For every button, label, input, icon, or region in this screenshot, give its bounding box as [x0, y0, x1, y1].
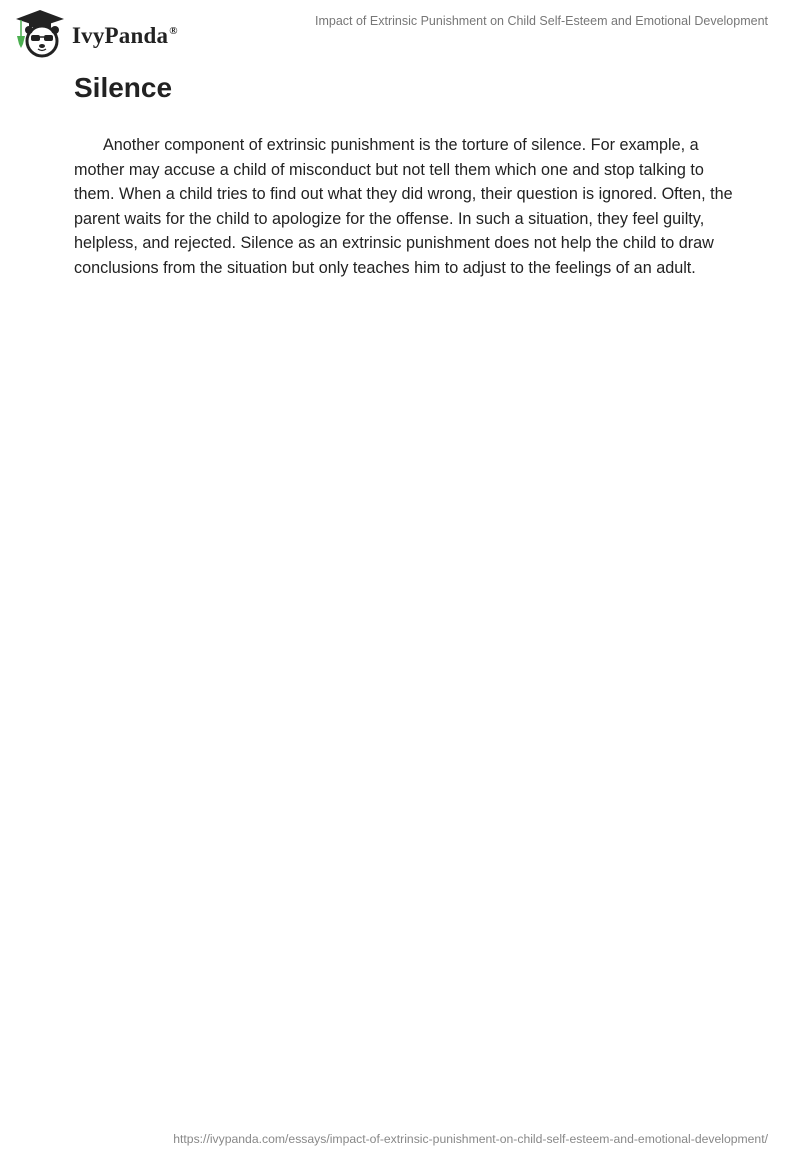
- document-title: Impact of Extrinsic Punishment on Child Self-Esteem and Emotional Development: [315, 14, 768, 28]
- panda-graduate-icon: [14, 8, 66, 58]
- section-heading: Silence: [74, 72, 173, 103]
- source-url[interactable]: https://ivypanda.com/essays/impact-of-extrinsic-punishment-on-child-self-esteem-and-emotional-development/: [173, 1132, 768, 1146]
- body-paragraph: Another component of extrinsic punishment is the torture of silence. For example, a mother may accuse a child of misconduct but not tell them which one and stop talking to them. When a child tries to find out what they did wrong, their question is ignored. Often, the parent waits for the child to apologize for the offense. In such a situation, they feel guilty, helpless, and rejected. Silence as an extrinsic punishment does not help the child to draw conclusions from the situation but only teaches him to adjust to the feelings of an adult.: [74, 136, 733, 277]
- logo-text: IvyPanda®: [72, 23, 178, 48]
- ivypanda-logo[interactable]: [14, 8, 178, 58]
